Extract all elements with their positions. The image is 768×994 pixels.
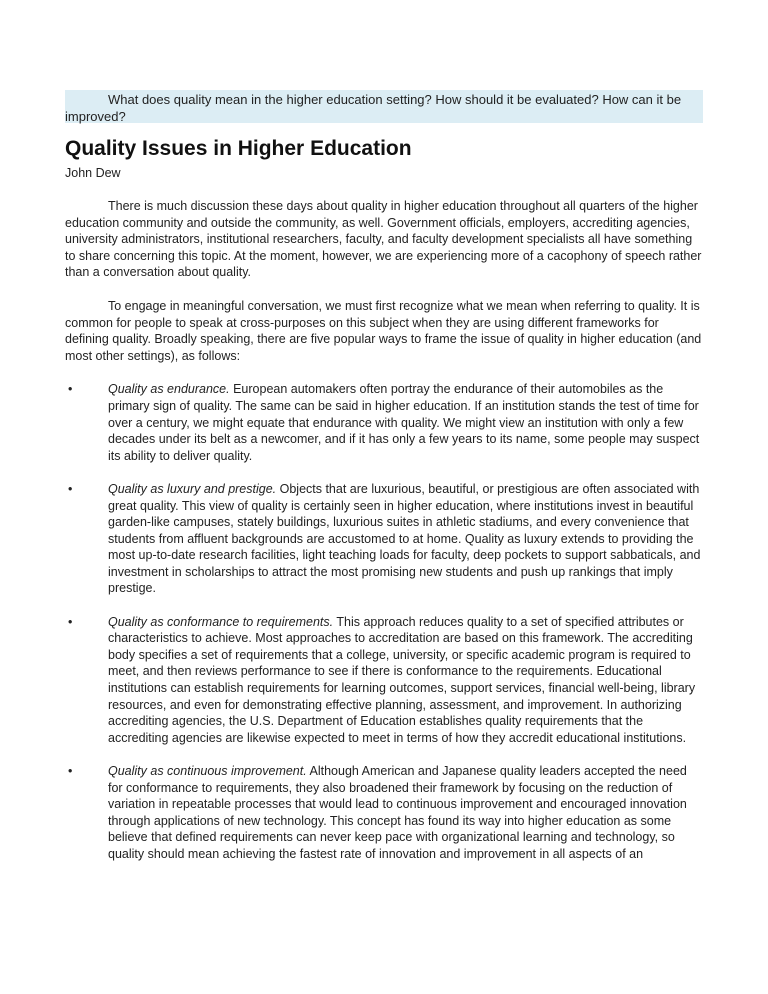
framework-text: European automakers often portray the endurance of their automobiles as the primary sign of quality. The same can be said in higher education. If an institution stands the test of time for over a century, we might equate that endurance with quality. We might view an institution with only a few decades under its belt as a newcomer, and if it has only a few years to its name, some people may suspect its ability to deliver quality. xyxy=(108,382,700,463)
framework-text: Objects that are luxurious, beautiful, or prestigious are often associated with great quality. This view of quality is certainly seen in higher education, where institutions invest in beautiful garden-like campuses, stately buildings, luxurious suites in athletic stadiums, and every convenience that students from affluent backgrounds are accustomed to at home. Quality as luxury extends to providing the most up-to-date research facilities, light teaching loads for faculty, deep pockets to support sabbaticals, and investment in scholarships to attract the most promising new students and push up rankings that imply prestige. xyxy=(108,481,701,596)
framework-text: Although American and Japanese quality leaders accepted the need for conformance to requirements, they also broadened their framework by focusing on the reduction of variation in repeatable processes that would lead to continuous improvement and encouraged innovation through applications of new technology. This concept has found its way into higher education as some believe that defined requirements can never keep pace with organizational learning and technology, so quality should mean achieving the fastest rate of innovation and improvement in all aspects of an xyxy=(108,764,687,861)
banner-text: What does quality mean in the higher education setting? How should it be evaluated? How can it be improved? xyxy=(65,92,682,124)
list-item-continuous-improvement xyxy=(65,763,703,863)
frameworks-intro-paragraph xyxy=(65,298,703,364)
intro-paragraph xyxy=(65,198,703,281)
article-title: Quality Issues in Higher Education xyxy=(65,137,412,160)
paragraph-text: There is much discussion these days about quality in higher education throughout all quarters of the higher education community and outside the community, as well. Government officials, employers, accrediting agencies, university administrators, institutional researchers, faculty, and faculty development specialists all have something to share concerning this topic. At the moment, however, we are experiencing more of a cacophony of speech rather than a conversation about quality. xyxy=(65,199,702,280)
document-page xyxy=(65,90,703,879)
bullet-icon: • xyxy=(68,481,73,496)
list-item-conformance xyxy=(65,614,703,747)
article-author: John Dew xyxy=(65,166,121,180)
list-item-luxury-prestige xyxy=(65,481,703,597)
list-item-endurance xyxy=(65,381,703,464)
bullet-icon: • xyxy=(68,382,73,397)
quality-frameworks-list xyxy=(65,381,703,862)
bullet-icon: • xyxy=(68,764,73,778)
guiding-questions-banner xyxy=(65,90,703,123)
framework-text: This approach reduces quality to a set of specified attributes or characteristics to achieve. Most approaches to accreditation are based on this framework. The accrediting body specifies a set of requirements that a college, university, or specific academic program is required to meet, and then reviews performance to see if there is conformance to the requirements. Educational institutions can establish requirements for learning outcomes, support services, financial well-being, library resources, and even for demonstrating effective planning, assessment, and improvement. In authorizing accrediting agencies, the U.S. Department of Education establishes quality requirements that the accrediting agencies are likewise expected to meet in terms of how they accredit educational institutions. xyxy=(108,614,696,745)
bullet-icon: • xyxy=(68,614,73,629)
paragraph-text: To engage in meaningful conversation, we must first recognize what we mean when referring to quality. It is common for people to speak at cross-purposes on this subject when they are using different frameworks for defining quality. Broadly speaking, there are five popular ways to frame the issue of quality in higher education (and most other settings), as follows: xyxy=(65,298,702,363)
framework-term: Quality as endurance. xyxy=(108,382,230,397)
framework-term: Quality as conformance to requirements. xyxy=(108,614,334,629)
framework-term: Quality as continuous improvement. xyxy=(108,764,307,778)
framework-term: Quality as luxury and prestige. xyxy=(108,481,277,496)
